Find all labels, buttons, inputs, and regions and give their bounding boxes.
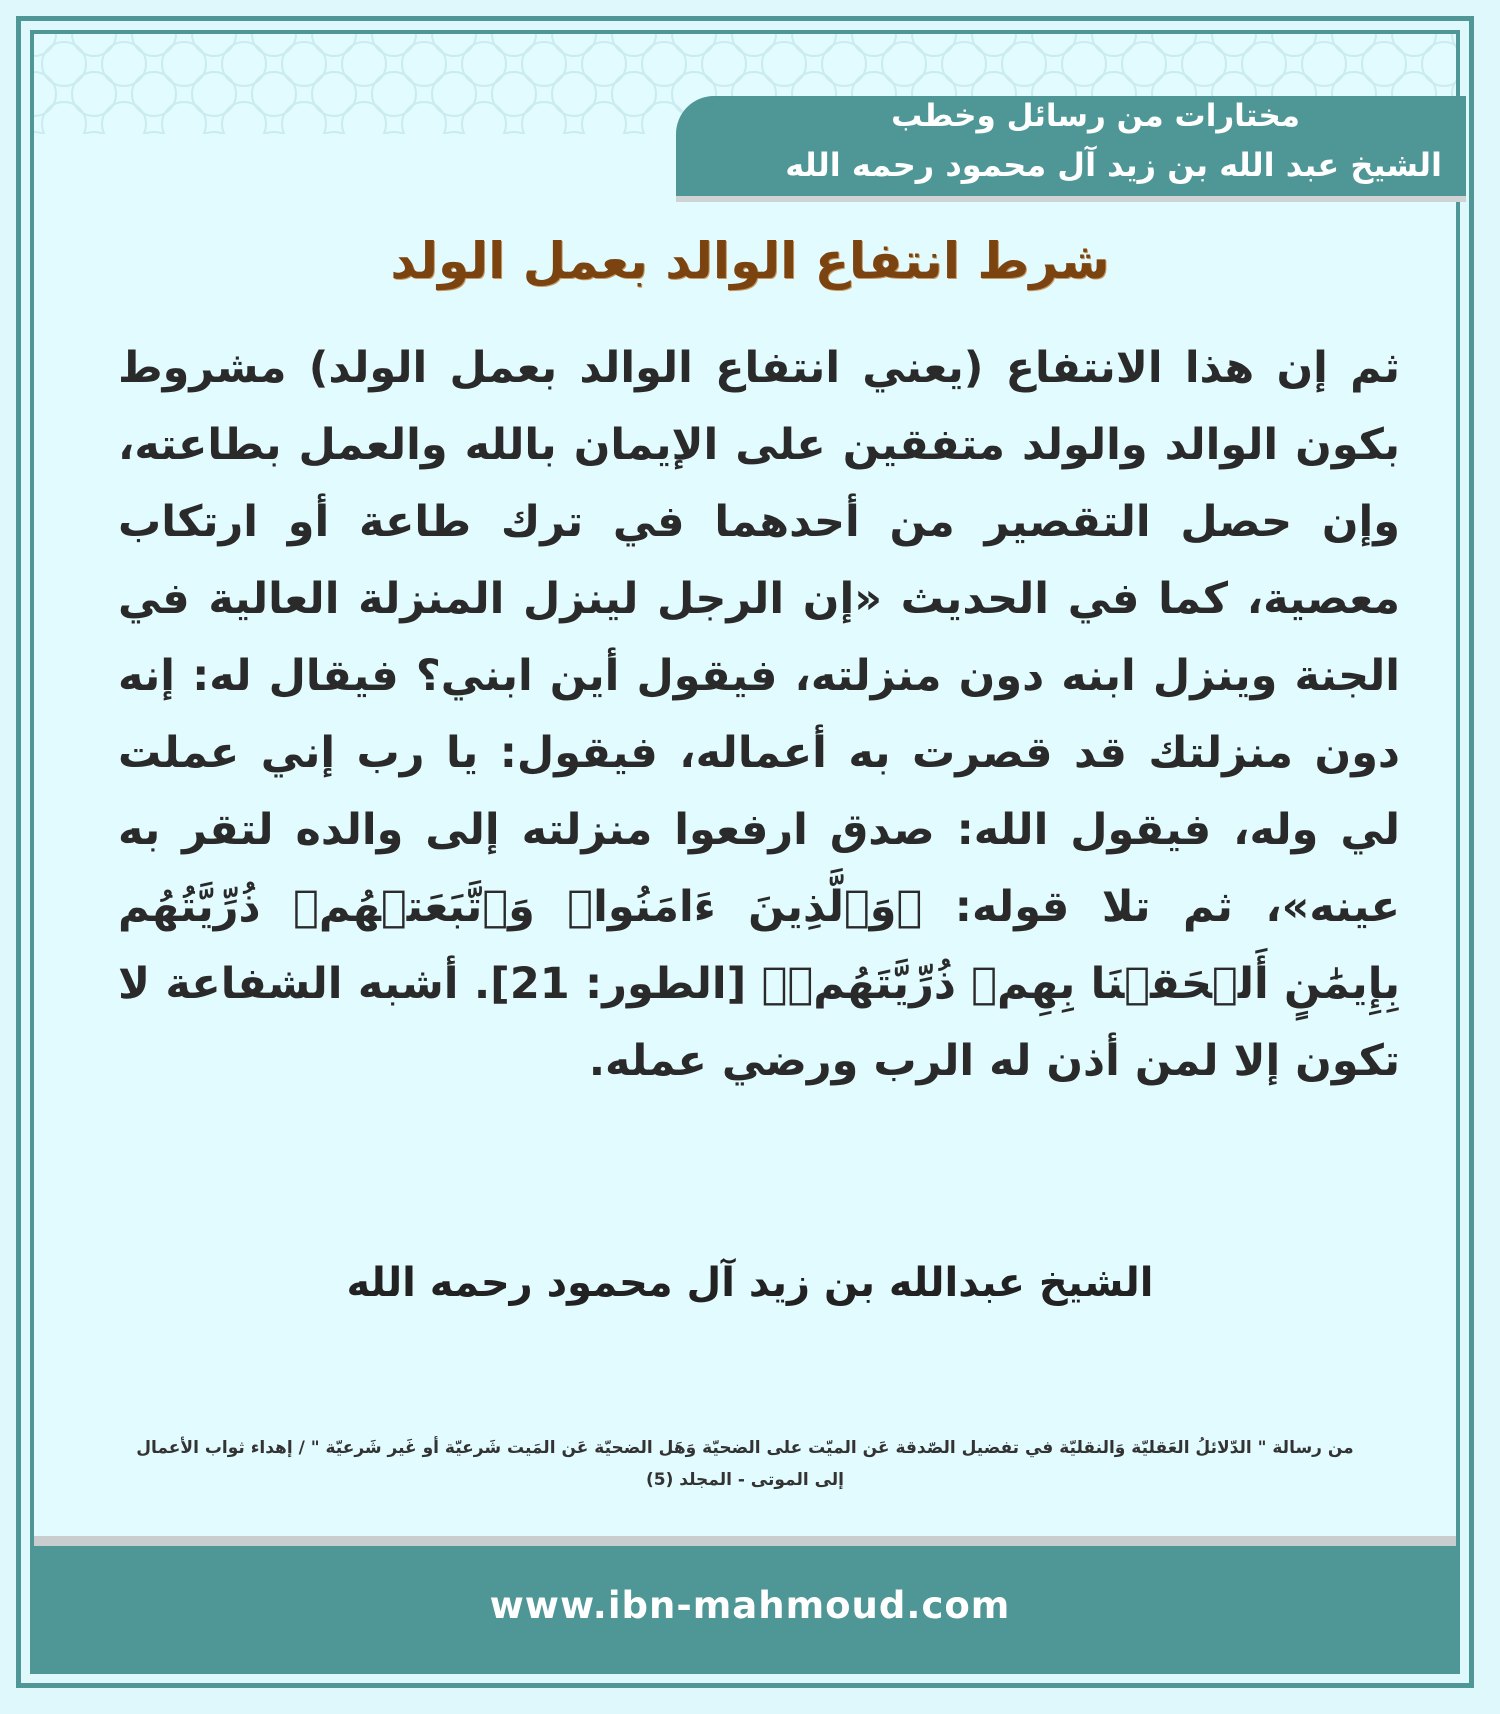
article-body bbox=[118, 330, 1400, 1100]
signature: الشيخ عبدالله بن زيد آل محمود رحمه الله bbox=[346, 1260, 1154, 1306]
article-paragraph: ثم إن هذا الانتفاع (يعني انتفاع الوالد بعمل الولد) مشروط بكون الوالد والولد متفقين على الإيمان بالله والعمل بطاعته، وإن حصل التقصير من أحدهما في ترك طاعة أو ارتكاب معصية، كما في الحديث «إن الرجل لينزل المنزلة العالية في الجنة وينزل ابنه دون منزلته، فيقول أين ابني؟ فيقال له: إنه دون منزلتك قد قصرت به أعماله، فيقول: يا رب إني عملت لي وله، فيقول الله: صدق ارفعوا منزلته إلى والده لتقر به عينه»، ثم تلا قوله: ﴿وَٱلَّذِينَ ءَامَنُوا۟ وَٱتَّبَعَتۡهُمۡ ذُرِّيَّتُهُم بِإِيمَٰنٍ أَلۡحَقۡنَا بِهِمۡ ذُرِّيَّتَهُمۡ﴾ [الطور: 21]. أشبه الشفاعة لا تكون إلا لمن أذن له الرب ورضي عمله. bbox=[118, 343, 1400, 1086]
source-citation: من رسالة " الدّلائلُ العَقليّة وَالنقليّة في تفضيل الصّدقة عَن الميّت على الضحيّة وَهَل الضحيّة عَن المَيت شَرعيّة أو غَير شَرعيّة " / إهداء ثواب الأعمال إلى الموتى - المجلد (5) bbox=[136, 1438, 1354, 1490]
header-author: الشيخ عبد الله بن زيد آل محمود رحمه الله bbox=[785, 146, 1442, 184]
website-link[interactable]: www.ibn-mahmoud.com bbox=[489, 1584, 1011, 1627]
footer-divider bbox=[34, 1536, 1456, 1546]
header-series-title: مختارات من رسائل وخطب bbox=[891, 98, 1300, 134]
page-title: شرط انتفاع الوالد بعمل الولد bbox=[390, 232, 1110, 290]
